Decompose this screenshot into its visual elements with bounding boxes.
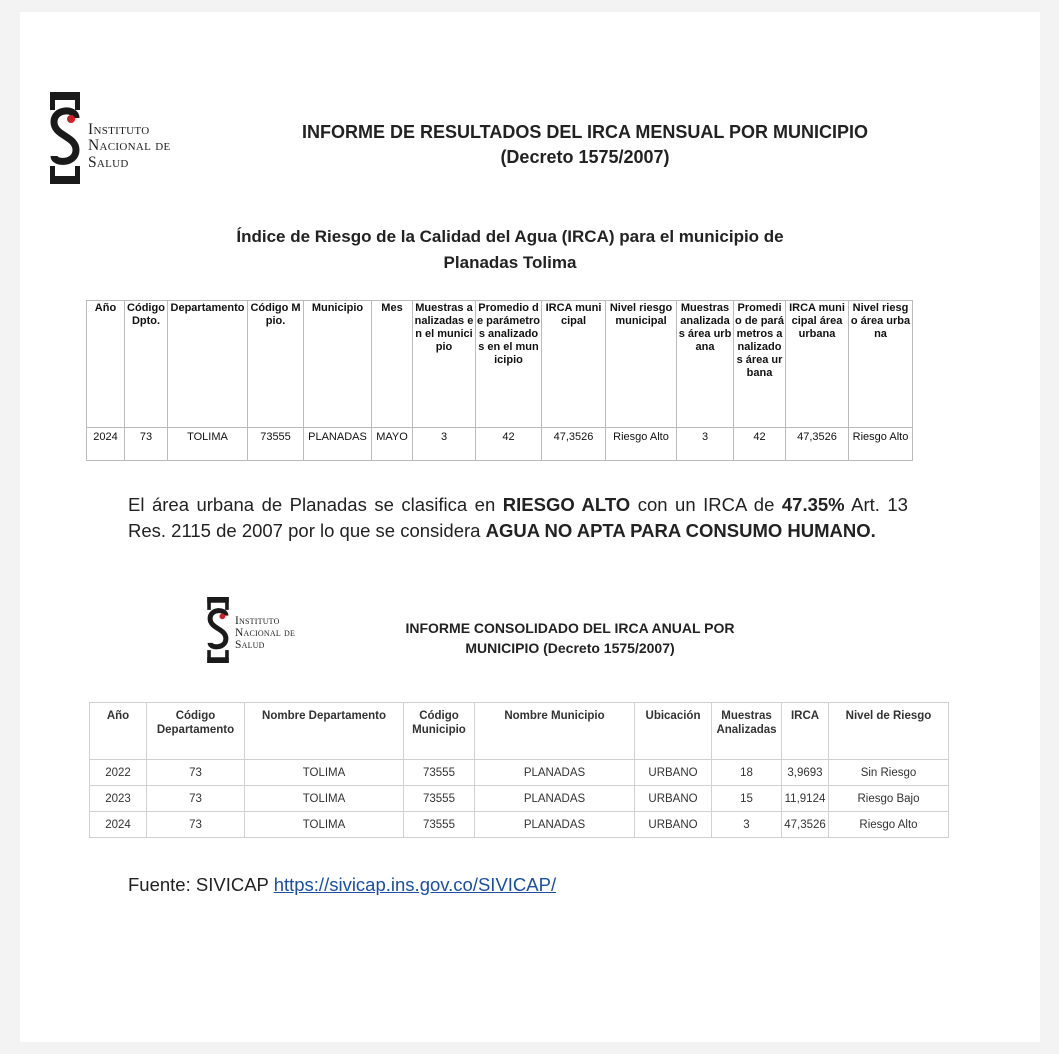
ins-logo (50, 92, 171, 184)
column-header: Nombre Departamento (245, 703, 404, 760)
monthly-title-line-2: (Decreto 1575/2007) (500, 147, 670, 167)
table-cell: URBANO (635, 760, 712, 786)
logo-line-2: Nacional de (88, 137, 171, 155)
table-cell: 73555 (404, 812, 475, 838)
table-cell: Riesgo Bajo (829, 786, 949, 812)
column-header: Departamento (168, 301, 248, 428)
ins-logo-small (207, 597, 295, 663)
table-cell: 3,9693 (782, 760, 829, 786)
table-cell: 2022 (90, 760, 147, 786)
monthly-report-title (240, 120, 930, 170)
subtitle-line-1: Índice de Riesgo de la Calidad del Agua (IRCA) para el municipio de (236, 227, 784, 246)
table-cell: MAYO (372, 428, 413, 461)
monthly-irca-table (86, 300, 913, 461)
column-header: Promedio de parámetros analizados en el municipio (476, 301, 542, 428)
table-cell: 3 (677, 428, 734, 461)
column-header: Código Mpio. (248, 301, 304, 428)
column-header: Municipio (304, 301, 372, 428)
table-cell: TOLIMA (245, 812, 404, 838)
document-page (20, 12, 1040, 1042)
table-cell: 47,3526 (786, 428, 849, 461)
annual-irca-table (89, 702, 949, 838)
logo-line-2: Nacional de (235, 627, 296, 640)
para-text-2: con un IRCA de (630, 494, 782, 515)
table-row (90, 760, 949, 786)
column-header: IRCA municipal (542, 301, 606, 428)
table-cell: 11,9124 (782, 786, 829, 812)
table-cell: 18 (712, 760, 782, 786)
logo-line-3: Salud (88, 153, 129, 171)
table-cell: URBANO (635, 812, 712, 838)
para-bold-verdict: AGUA NO APTA PARA CONSUMO HUMANO. (485, 520, 876, 541)
ins-s-logo-icon (50, 92, 80, 184)
table-cell: 47,3526 (542, 428, 606, 461)
table-cell: Riesgo Alto (829, 812, 949, 838)
column-header: Año (87, 301, 125, 428)
annual-title-line-2: MUNICIPIO (Decreto 1575/2007) (465, 640, 675, 656)
logo-line-1: Instituto (235, 615, 280, 627)
table-cell: 15 (712, 786, 782, 812)
table-cell: 2023 (90, 786, 147, 812)
column-header: Año (90, 703, 147, 760)
ins-logo-text (235, 615, 295, 651)
table-row (87, 428, 913, 461)
column-header: Código Municipio (404, 703, 475, 760)
table-cell: TOLIMA (245, 786, 404, 812)
table-cell: PLANADAS (475, 786, 635, 812)
ins-logo-text (88, 122, 171, 171)
column-header: Código Dpto. (125, 301, 168, 428)
table-cell: 2024 (87, 428, 125, 461)
para-text-1: El área urbana de Planadas se clasifica en (128, 494, 503, 515)
column-header: Ubicación (635, 703, 712, 760)
table-cell: TOLIMA (168, 428, 248, 461)
table-cell: 73555 (248, 428, 304, 461)
table-cell: Riesgo Alto (849, 428, 913, 461)
table-cell: 47,3526 (782, 812, 829, 838)
table-cell: 73 (125, 428, 168, 461)
column-header: Nombre Municipio (475, 703, 635, 760)
table-cell: PLANADAS (304, 428, 372, 461)
irca-subtitle (160, 224, 860, 276)
table-cell: 73 (147, 812, 245, 838)
column-header: Nivel riesgo municipal (606, 301, 677, 428)
column-header: Código Departamento (147, 703, 245, 760)
column-header: Mes (372, 301, 413, 428)
monthly-title-line-1: INFORME DE RESULTADOS DEL IRCA MENSUAL POR MUNICIPIO (301, 122, 869, 142)
monthly-table-header-row (87, 301, 913, 428)
sivicap-link[interactable]: https://sivicap.ins.gov.co/SIVICAP/ (273, 874, 557, 895)
classification-paragraph (128, 492, 908, 544)
table-cell: Sin Riesgo (829, 760, 949, 786)
column-header: IRCA (782, 703, 829, 760)
table-cell: PLANADAS (475, 760, 635, 786)
table-row (90, 786, 949, 812)
annual-report-title (380, 618, 760, 658)
column-header: Muestras Analizadas (712, 703, 782, 760)
table-cell: 2024 (90, 812, 147, 838)
column-header: Muestras analizadas área urbana (677, 301, 734, 428)
para-bold-risk: RIESGO ALTO (502, 494, 631, 515)
logo-line-3: Salud (235, 639, 265, 652)
column-header: Muestras analizadas en el municipio (413, 301, 476, 428)
source-line (128, 874, 556, 896)
table-cell: 42 (734, 428, 786, 461)
annual-table-header-row (90, 703, 949, 760)
annual-title-line-1: INFORME CONSOLIDADO DEL IRCA ANUAL POR (405, 620, 735, 636)
column-header: IRCA municipal área urbana (786, 301, 849, 428)
para-bold-irca: 47.35% (781, 494, 845, 515)
table-cell: 42 (476, 428, 542, 461)
table-cell: 3 (712, 812, 782, 838)
logo-line-1: Instituto (88, 121, 150, 138)
source-label: Fuente: SIVICAP (128, 874, 274, 895)
subtitle-line-2: Planadas Tolima (443, 253, 577, 272)
para-text-3: Art. 13 Res. 2115 de 2007 por lo que se considera (128, 494, 908, 541)
table-cell: Riesgo Alto (606, 428, 677, 461)
table-cell: 73555 (404, 786, 475, 812)
table-row (90, 812, 949, 838)
column-header: Nivel riesgo área urbana (849, 301, 913, 428)
table-cell: 73 (147, 786, 245, 812)
ins-s-logo-icon (207, 597, 229, 663)
table-cell: 3 (413, 428, 476, 461)
table-cell: 73 (147, 760, 245, 786)
table-cell: 73555 (404, 760, 475, 786)
table-cell: TOLIMA (245, 760, 404, 786)
column-header: Promedio de parámetros analizados área urbana (734, 301, 786, 428)
table-cell: PLANADAS (475, 812, 635, 838)
table-cell: URBANO (635, 786, 712, 812)
column-header: Nivel de Riesgo (829, 703, 949, 760)
